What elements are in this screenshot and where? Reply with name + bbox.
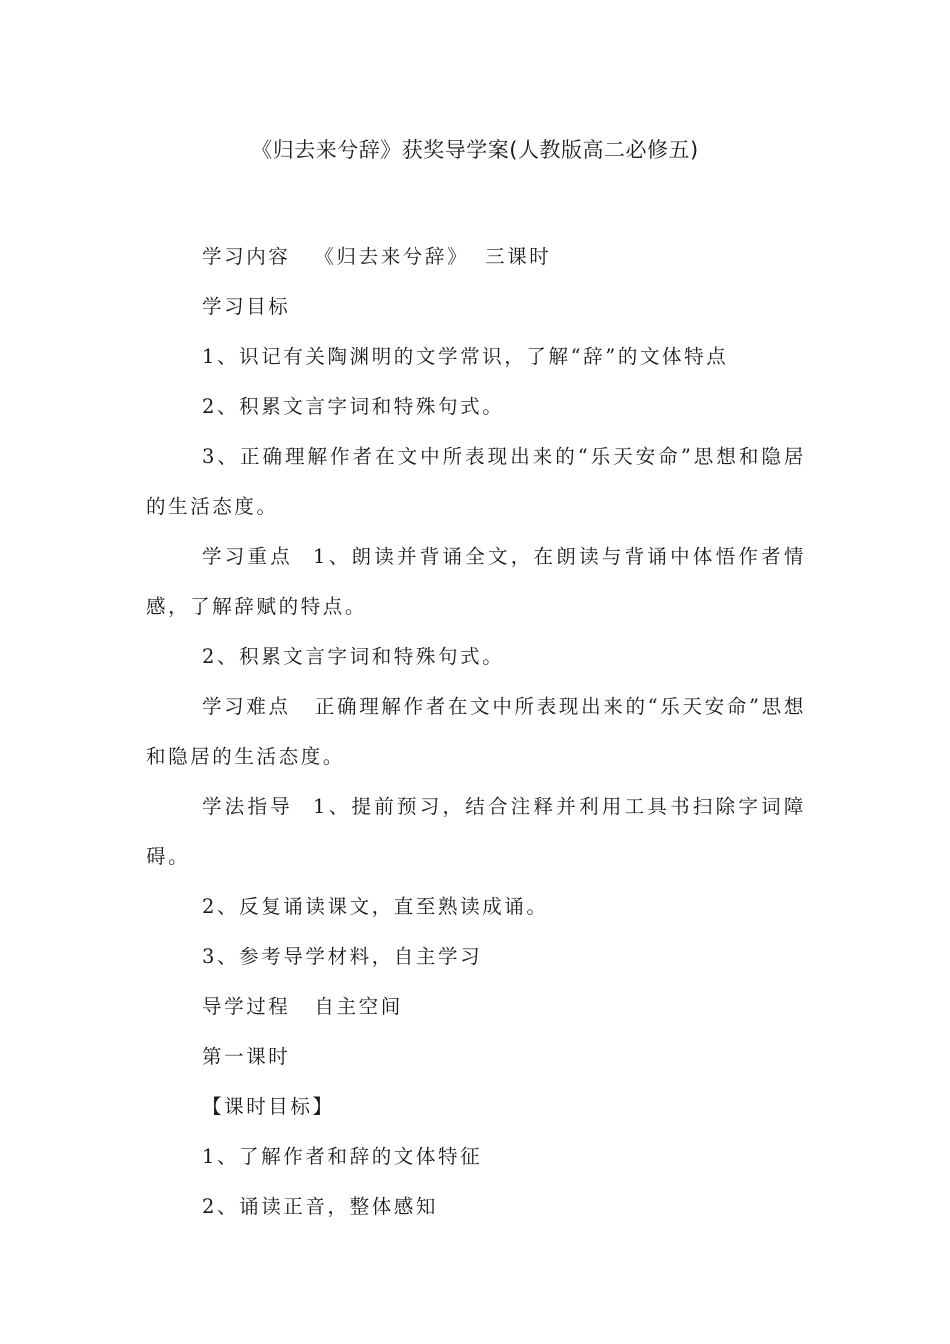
method-guide-text: 1、提前预习，结合注释并利用工具书扫除字词障碍。 [146,795,807,868]
label-guide-process: 导学过程 [202,995,291,1018]
paragraph-study-goals: 学习目标 [202,295,291,318]
paragraph-guide-process [146,982,806,1032]
document-title: 《归去来兮辞》获奖导学案(人教版高二必修五) [251,138,699,162]
paragraph-method-2: 2、反复诵读课文，直至熟读成诵。 [202,895,549,918]
paragraph-method-guide [146,782,806,882]
paragraph-lesson-goal-1: 1、了解作者和辞的文体特征 [202,1145,483,1168]
label-study-content: 学习内容 [202,245,291,268]
guide-process-text: 自主空间 [314,995,403,1018]
key-points-text: 1、朗读并背诵全文，在朗读与背诵中体悟作者情感，了解辞赋的特点。 [146,545,807,618]
label-key-points: 学习重点 [202,545,294,568]
paragraph-first-lesson: 第一课时 [202,1045,291,1068]
study-content-text: 《归去来兮辞》 [314,245,470,268]
paragraph-lesson-goals-heading: 【课时目标】 [202,1095,335,1118]
paragraph-difficulties [146,682,806,782]
paragraph-key-points [146,532,806,632]
paragraph-method-3: 3、参考导学材料，自主学习 [202,945,483,968]
paragraph-goal-1: 1、识记有关陶渊明的文学常识，了解“辞”的文体特点 [202,345,729,368]
difficulties-text: 正确理解作者在文中所表现出来的“乐天安命”思想和隐居的生活态度。 [146,695,806,768]
label-difficulties: 学习难点 [202,695,291,718]
paragraph-lesson-goal-2: 2、诵读正音，整体感知 [202,1195,439,1218]
study-content-extra: 三课时 [485,245,552,268]
paragraph-study-content [146,232,806,282]
paragraph-goal-3: 3、正确理解作者在文中所表现出来的“乐天安命”思想和隐居的生活态度。 [146,445,806,518]
paragraph-goal-2: 2、积累文言字词和特殊句式。 [202,395,505,418]
document-body [146,232,806,1232]
paragraph-key-point-2: 2、积累文言字词和特殊句式。 [202,645,505,668]
label-method-guide: 学法指导 [202,795,294,818]
